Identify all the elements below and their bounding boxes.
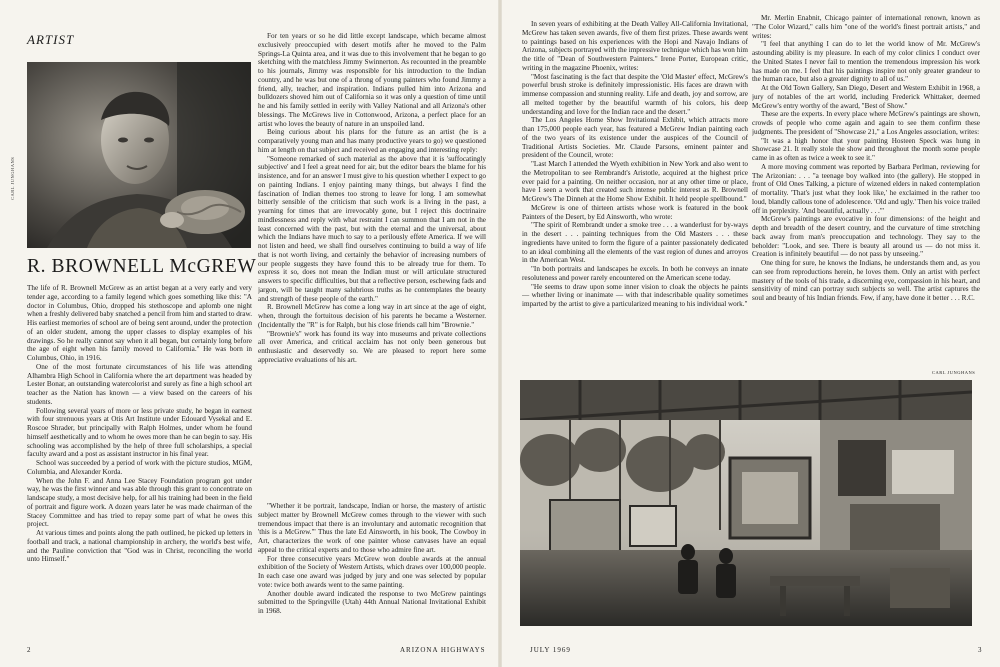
- paragraph: R. Brownell McGrew has come a long way in art since at the age of eight, when, through the fortuitous decision of his parents he became a Westerner. (Incidentally the "R" is for Ralph, but his close friends call him "Brownie.": [258, 303, 486, 329]
- studio-photo: [520, 380, 972, 626]
- issue-date: JULY 1969: [530, 646, 571, 654]
- paragraph: For ten years or so he did little except landscape, which became almost exclusively preoccupied with desert motifs after he moved to the Palm Springs-La Quinta area, and it was due to this involvement that he began to go sketching with the matchless Jimmy Swinnerton. As recounted in the preamble to his journals, Jimmy was responsible for his introduction to the Indian country, and he was but one of a throng of young painters who found Jimmy a friend, ally, teacher, and inspiration. Indians pulled him into Arizona and bulldozers shoved him out of California so it was only a question of time until he and his family settled in eerily with Valley National and all Arizona's other blessings. The McGrews live in Cottonwood, Arizona, a perfect place for an artist who loves the beauty of nature in an unspoiled land.: [258, 32, 486, 128]
- section-label: ARTIST: [27, 32, 75, 47]
- left-column-1: [27, 284, 252, 639]
- paragraph: Mr. Merlin Enabnit, Chicago painter of international renown, known as "The Color Wizard," calls him "one of the world's finest portrait artists," and writes:: [752, 14, 980, 40]
- right-column-2: [752, 14, 980, 366]
- paragraph: One thing for sure, he knows the Indians, he understands them and, as you can see from reproductions herein, he loves them. Only an artist with perfect mastery of the tools of his trade, a discerning eye, compassion in his heart, and sensitivity of mind can portray such subjects so well. The artist captures the soul and beauty of his Indian friends. Few, if any, have done it better . . . R.C.: [752, 259, 980, 302]
- paragraph: These are the experts. In every place where McGrew's paintings are shown, crowds of people who come again and again to see them confirm these judgments. The president of "Showcase 21," a Los Angeles association, writes:: [752, 110, 980, 136]
- paragraph: School was succeeded by a period of work with the picture studios, MGM, Columbia, and Alexander Korda.: [27, 459, 252, 476]
- paragraph: Being curious about his plans for the future as an artist (he is a comparatively young man and has many productive years to go) we questioned him at length on that subject and received an engaging and interesting reply:: [258, 128, 486, 154]
- paragraph: For three consecutive years McGrew won double awards at the annual exhibition of the Society of Western Artists, which draws over 100,000 people. In each case one award was judged by jury and one was selected by popular vote: twice both awards went to the same painting.: [258, 554, 486, 589]
- paragraph: Following several years of more or less private study, he began in earnest with four strenuous years at Otis Art Institute under Edouard Vysekal and E. Roscoe Shrader, but principally with Ralph Holmes, under whom he found himself aesthetically and to whom he owes more than he can begin to say. His schooling was accomplished by the help of three full scholarships, a special faculty award and a post as assistant instructor in his final year.: [27, 406, 252, 459]
- paragraph: Another double award indicated the response to two McGrew paintings submitted to the Springville (Utah) 44th Annual National Invitational Exhibit in 1968.: [258, 589, 486, 615]
- paragraph: McGrew is one of thirteen artists whose work is featured in the book Painters of the Desert, by Ed Ainsworth, who wrote:: [522, 203, 748, 221]
- paragraph: "Last March I attended the Wyeth exhibition in New York and also went to the Metropolitan to see Rembrandt's Aristotle, acquired at the highest price ever paid for a painting. On neither occasion, nor at any other time or place, have I seen a work that created such intense public interest as R. Brownell McGrew's The Dinneh at the Home Show Exhibit. It held people spellbound.": [522, 160, 748, 203]
- paragraph: A more moving comment was reported by Barbara Perlman, reviewing for The Arizonian: . . . "a teenage boy walked into (the gallery). He stopped in front of Old Ones Talking, a picture of wizened elders in naked contemplation of mortality. 'That's just what they look like,' he exclaimed in the rather too loud, blandly callous tone of adolescence. 'Old and ugly.' Then his voice trailed off in perplexity. 'And beautiful, actually . . .'": [752, 162, 980, 215]
- left-column-2-bottom: [258, 502, 486, 640]
- paragraph: The Los Angeles Home Show Invitational Exhibit, which attracts more than 175,000 people each year, has featured a McGrew Indian painting each of the two years of its existence under the auspices of the Council of Traditional Artists Societies. Mr. Claude Parsons, eminent painter and president of the Council, wrote:: [522, 116, 748, 160]
- right-page: [500, 0, 1000, 667]
- article-title: R. BROWNELL McGREW: [27, 256, 257, 277]
- paragraph: "In both portraits and landscapes he excels. In both he conveys an innate resoluteness and power rarely encountered on the American scene today.: [522, 265, 748, 282]
- page-number-left: 2: [27, 646, 32, 654]
- paragraph: The life of R. Brownell McGrew as an artist began at a very early and very tender age, according to a family legend which goes something like this: "A doctor in Columbus, Ohio, dropped his stethoscope and aplomb one night when a freshly delivered baby snatched a pencil from him and started to draw. His earliest memories of school are of being sent around, under the protection of an older student, among the upper classes to display examples of his drawings. So he really cannot say when it all began, but certainly long before the age of eight when his family moved to California." He was born in Columbus, Ohio, in 1916.: [27, 284, 252, 362]
- paragraph: At the Old Town Gallery, San Diego, Desert and Western Exhibit in 1968, a jury of notables of the art world, including Frederick Whittaker, deemed McGrew's entry worthy of the award, "Best of Show.": [752, 84, 980, 110]
- magazine-name: ARIZONA HIGHWAYS: [400, 646, 486, 654]
- left-column-2-top: [258, 32, 486, 420]
- paragraph: One of the most fortunate circumstances of his life was attending Alhambra High School in California where the art department was headed by Lester Bonar, an outstanding watercolorist and surely as fine a high school art teacher as the Nation has known — a view based on the careers of his students.: [27, 362, 252, 406]
- paragraph: "The spirit of Rembrandt under a smoke tree . . . a wanderlust for by-ways in the desert . . . painting techniques from the Old Masters . . . these ingredients have united to form the figure of a painter passionately dedicated to an ideal combining all the elements of the vast region of dunes and arroyos in the American West.: [522, 221, 748, 265]
- paragraph: "Brownie's" work has found its way into museums and private collections all over America, and critical acclaim has not only been generous but enthusiastic and deservedly so. We are pleased to report here some appreciative evaluations of his art.: [258, 329, 486, 364]
- page-number-right: 3: [978, 646, 983, 654]
- studio-photo-credit: CARL JUNGHANS: [932, 370, 976, 375]
- artist-portrait-photo: [27, 62, 251, 248]
- paragraph: "Whether it be portrait, landscape, Indian or horse, the mastery of artistic subject matter by Brownell McGrew comes through to the viewer with such tremendous impact that there is an involuntary and automatic recognition that 'this is a McGrew.'" Thus the late Ed Ainsworth, in his book, The Cowboy in Art, characterizes the work of one painter whose canvases have an equal appeal to the critical experts and to those who admire fine art.: [258, 502, 486, 554]
- paragraph: McGrew's paintings are evocative in four dimensions: of the height and depth and breadth of the desert country, and the curvature of time stretching back away from man's preoccupation and technology. They say to the beholder: "Look, and see. There is beauty all around us — do not miss it. Creation is infinitely beautiful — do not pass by unseeing.": [752, 215, 980, 259]
- paragraph: "It was a high honor that your painting Hosteen Speck was hung in Showcase 21. It really stole the show and throughout the month some people came in as often as twice a week to see it.": [752, 136, 980, 162]
- right-column-1: [522, 20, 748, 364]
- paragraph: "Most fascinating is the fact that despite the 'Old Master' effect, McGrew's powerful brush stroke is definitely impressionistic. His faces are drawn with immense compassion and stunning reality. Life and death, joy and sorrow, are all melted together by the beautiful warmth of his colors, his deep understanding and love for the Indian race and the desert.": [522, 72, 748, 116]
- paragraph: "He seems to draw upon some inner vision to cloak the objects he paints — whether living or inanimate — with that indescribable quality sometimes imparted by the artist to give a particularized meaning to his individual work.": [522, 282, 748, 308]
- paragraph: "I feel that anything I can do to let the world know of Mr. McGrew's astounding ability is my pleasure. In each of my color clinics I conduct over the United States I never fail to mention the tremendous impression his work has made on me. I feel that his paintings inspire not only greater grandeur to the human race, but also a greater dignity to all of us.": [752, 40, 980, 84]
- paragraph: In seven years of exhibiting at the Death Valley All-California Invitational, McGrew has taken seven awards, five of them first prizes. These awards went to paintings based on his experiences with the Hopi and Navajo Indians of Arizona, subjects portrayed with the impressive technique which has won him the title of "Dean of Southwestern Painters." Irene Porter, European critic, writing in the magazine Phoenix, writes:: [522, 20, 748, 72]
- portrait-photo-credit: CARL JUNGHANS: [10, 156, 15, 200]
- paragraph: When the John F. and Anna Lee Stacey Foundation program got under way, he was the first winner and was able through this grant to concentrate on landscape study, a most decisive help, for all his training had been in the field of portrait and figure work. A dozen years later he was made chairman of the Stacey Committee and has tried to repay some part of what he owes this project.: [27, 476, 252, 529]
- paragraph: At various times and points along the path outlined, he picked up letters in football and track, a national championship in archery, the world's best wife, and the Pauline conviction that "God was in Christ, reconciling the world unto Himself.": [27, 529, 252, 564]
- paragraph: "Someone remarked of such material as the above that it is 'suffocatingly subjective' and I feel a great need for air, but the editor bears the blame for his insistence, and for an answer I must give to his question whether I expect to go on painting Indians. I enjoy painting many things, but always I find the fascination of Indian themes too strong to leave for long. I am somewhat bitterly sensible of the criticism that such work is a living in the past, a yearning for times that are irrevocably gone, but I reject this doctrinaire mindlessness and reply with what restraint I can summon that I am not in the least concerned with the past, but with the eternal and the universal, about which the Indians have much to say to a perilously effete America. If we will not listen and heed, we shall find ourselves continuing to build a way of life that is not worth living, and certainly the behavior of increasing numbers of our people suggests they have found this to be already true for them. To express it so, does not mean the Indian must or will articulate structured answers to specific difficulties, but that a reflective person, eschewing fads and jargon, will be taught many salubrious truths as he contemplates the beauty and strength of these people of the earth.": [258, 154, 486, 303]
